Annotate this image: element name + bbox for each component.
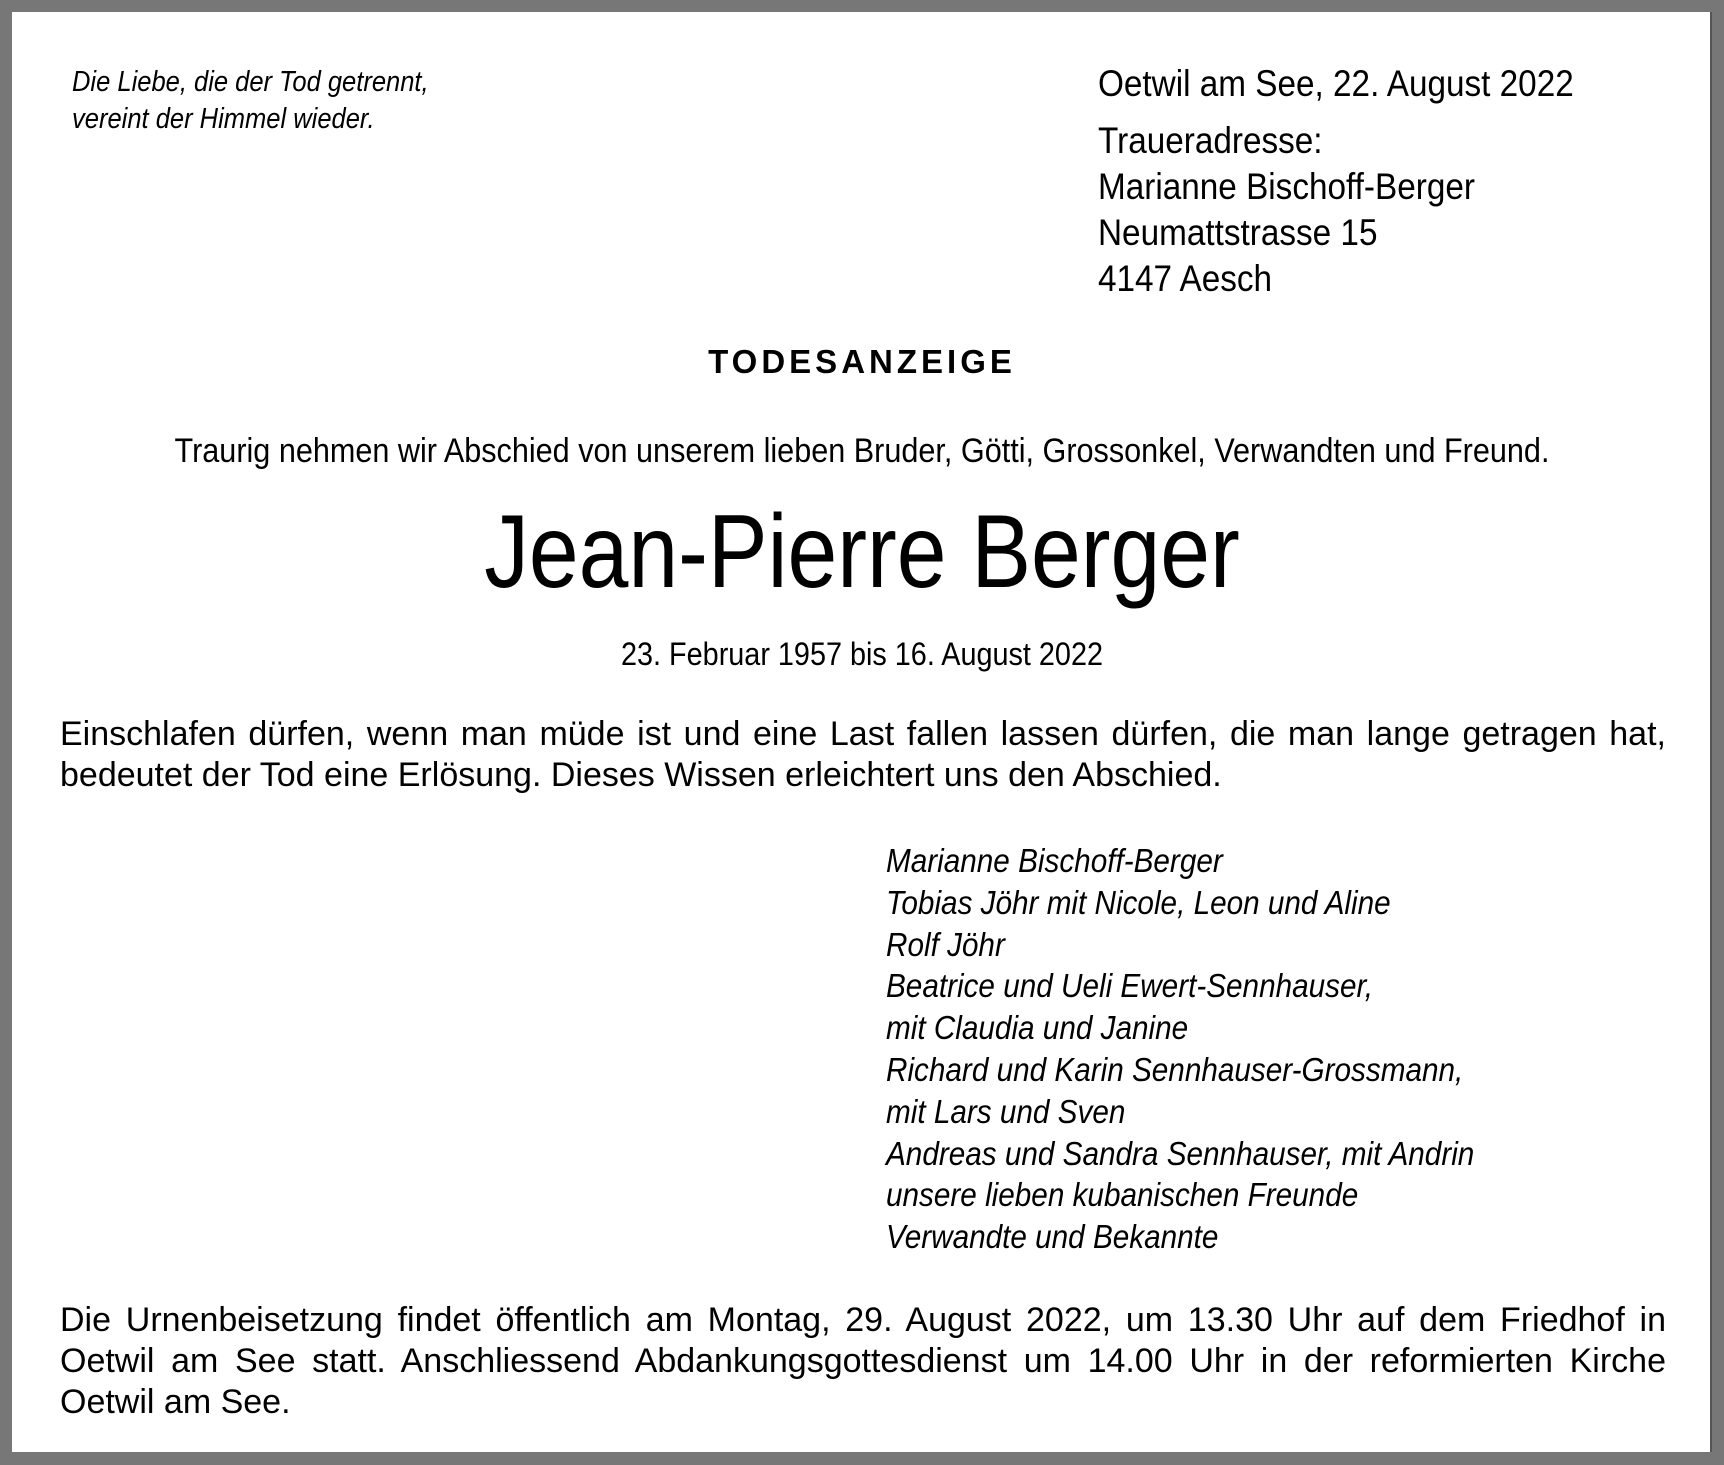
place-date: Oetwil am See, 22. August 2022 [1098,63,1574,104]
address-city: 4147 Aesch [1098,258,1273,299]
page-title: TODESANZEIGE [708,343,1016,380]
address-street: Neumattstrasse 15 [1098,212,1378,253]
motto-line: vereint der Himmel wieder. [72,103,375,135]
address-label: Traueradresse: [1098,120,1323,161]
mourner-line: Tobias Jöhr mit Nicole, Leon und Aline [886,883,1391,921]
mourner-line: Richard und Karin Sennhauser-Grossmann, [886,1050,1464,1088]
service-info-paragraph: Die Urnenbeisetzung findet öffentlich am Montag, 29. August 2022, um 13.30 Uhr auf dem Friedhof in Oetwil am See statt. Anschliessend Abdankungsgottesdienst um 14.00 Uhr in der reformierten Kirche Oetwil am See. [60,1301,1666,1421]
deceased-name: Jean-Pierre Berger [484,494,1240,610]
life-dates: 23. Februar 1957 bis 16. August 2022 [621,636,1103,672]
obituary-page [12,12,1712,1452]
address-name: Marianne Bischoff-Berger [1098,166,1475,207]
mourner-line: Verwandte und Bekannte [886,1218,1219,1256]
mourner-line: Rolf Jöhr [886,925,1005,963]
quote-paragraph: Einschlafen dürfen, wenn man müde ist und eine Last fallen lassen dürfen, die man lange getragen hat, bedeutet der Tod eine Erlösung. Dieses Wissen erleichtert uns den Abschied. [60,715,1666,794]
mourner-line: Andreas und Sandra Sennhauser, mit Andrin [886,1134,1475,1172]
mourner-line: mit Lars und Sven [886,1092,1126,1130]
mourner-line: Marianne Bischoff-Berger [886,842,1223,879]
mourner-line: Beatrice und Ueli Ewert-Sennhauser, [886,967,1374,1005]
mourners-list [886,840,1474,1258]
motto-line: Die Liebe, die der Tod getrennt, [72,66,429,98]
mourner-line: unsere lieben kubanischen Freunde [886,1176,1359,1214]
mourning-address [1098,118,1475,302]
mourner-line: mit Claudia und Janine [886,1009,1189,1047]
intro-text: Traurig nehmen wir Abschied von unserem lieben Bruder, Götti, Grossonkel, Verwandten und Freund. [174,432,1550,470]
motto [72,64,429,138]
